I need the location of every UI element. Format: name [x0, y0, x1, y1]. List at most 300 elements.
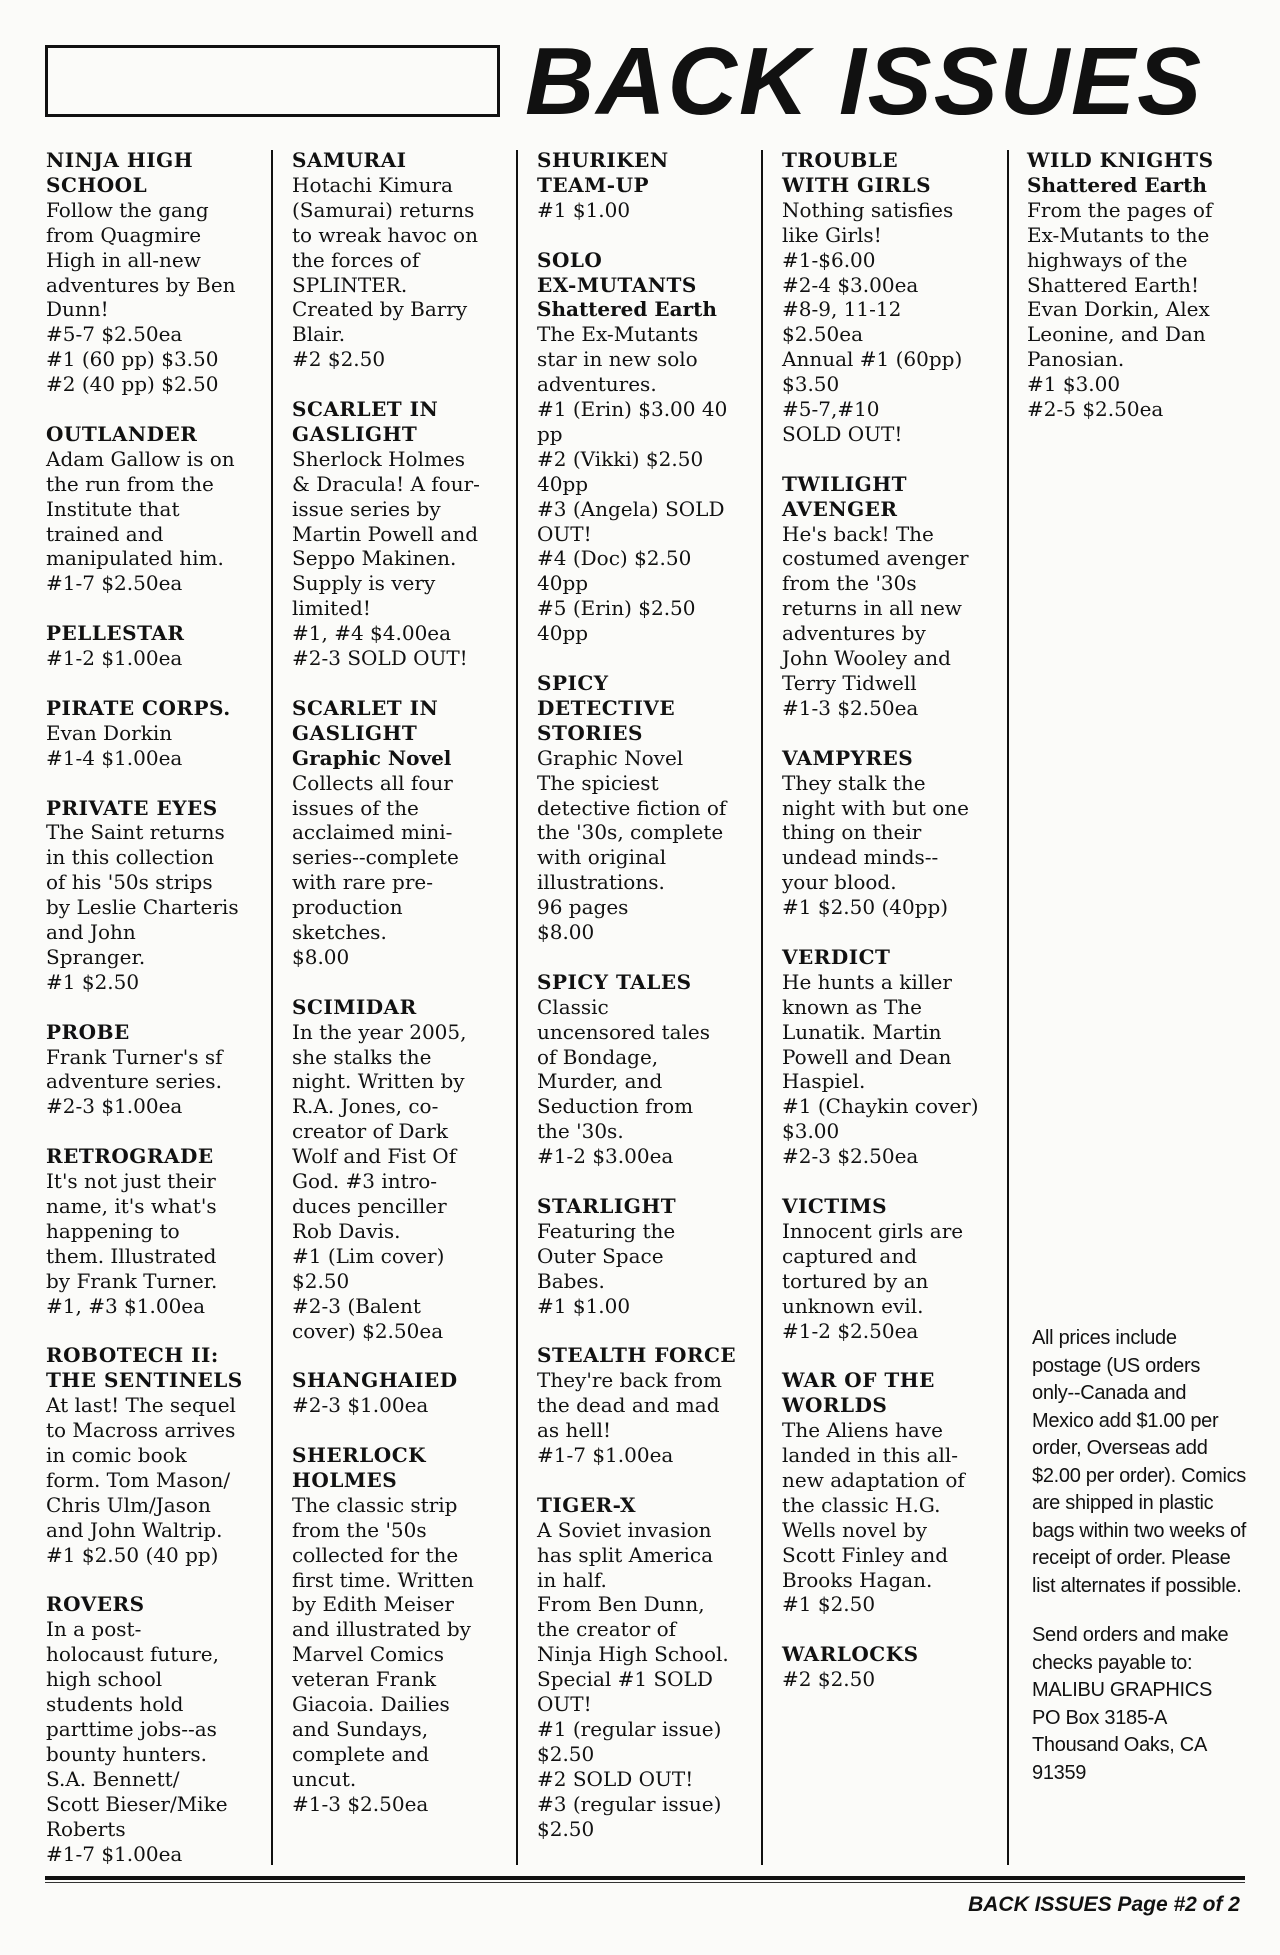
entry-text: limited!	[292, 596, 371, 621]
entry-text: Shattered Earth!	[1027, 272, 1200, 297]
column-5	[1027, 148, 1249, 447]
entry-text: #1-2 $3.00ea	[537, 1144, 674, 1169]
entry-text: Terry Tidwell	[782, 671, 917, 696]
entry-text: high school	[46, 1667, 163, 1692]
entry-title: WAR OF THE	[782, 1368, 935, 1393]
entry-text: the '30s, complete	[537, 820, 724, 845]
entry-text: Roberts	[46, 1816, 126, 1841]
entry-text: $8.00	[292, 944, 350, 969]
entry-text: by Frank Turner.	[46, 1268, 218, 1293]
column-4	[782, 148, 1004, 1717]
entry-text: the classic H.G.	[782, 1492, 941, 1517]
entry-text: issues of the	[292, 795, 419, 820]
entry-title: TWILIGHT	[782, 471, 907, 496]
entry-text: landed in this all-	[782, 1443, 959, 1468]
title-box	[45, 45, 500, 117]
entry-text: #1 $1.00	[537, 1293, 631, 1318]
catalog-entry	[292, 1443, 514, 1817]
entry-text: Scott Bieser/Mike	[46, 1791, 228, 1816]
entry-text: #1-2 $2.50ea	[782, 1318, 919, 1343]
entry-text: #2-3 $2.50ea	[782, 1144, 919, 1169]
entry-text: creator of Dark	[292, 1119, 448, 1144]
entry-title: SOLO	[537, 247, 603, 272]
entry-text: Created by Barry	[292, 297, 468, 322]
entry-text: 40pp	[537, 571, 589, 596]
entry-title: PRIVATE EYES	[46, 795, 218, 820]
entry-text: Panosian.	[1027, 347, 1125, 372]
entry-text: #2 (40 pp) $2.50	[46, 372, 219, 397]
entry-text: #1 (regular issue)	[537, 1717, 722, 1741]
entry-text: $3.00	[782, 1119, 840, 1144]
entry-title: WILD KNIGHTS	[1027, 148, 1214, 172]
entry-text: #2-3 (Balent	[292, 1293, 421, 1318]
entry-text: Graphic Novel	[537, 745, 684, 770]
footer-rule	[45, 1876, 1245, 1880]
entry-text: and Sundays,	[292, 1717, 429, 1742]
entry-text: #1-$6.00	[782, 247, 876, 272]
entry-text: Chris Ulm/Jason	[46, 1492, 211, 1517]
entry-text: and John	[46, 920, 136, 945]
entry-text: Sherlock Holmes	[292, 446, 466, 471]
entry-text: Seduction from	[537, 1094, 694, 1119]
entry-text: night. Written by	[292, 1069, 465, 1094]
company-name: MALIBU GRAPHICS	[1032, 1679, 1212, 1701]
entry-text: to Macross arrives	[46, 1418, 236, 1443]
entry-text: Seppo Makinen.	[292, 546, 457, 571]
entry-text: of his '50s strips	[46, 870, 213, 895]
entry-text: Brooks Hagan.	[782, 1567, 933, 1592]
entry-text: she stalks the	[292, 1044, 432, 1069]
entry-title: SPICY	[537, 671, 609, 695]
entry-text: 40pp	[537, 621, 589, 646]
entry-text: pp	[537, 421, 563, 446]
entry-text: #1-7 $1.00ea	[46, 1841, 183, 1866]
catalog-entry	[46, 1592, 268, 1866]
entry-text: the forces of	[292, 247, 420, 272]
entry-title: SHERLOCK	[292, 1443, 426, 1468]
entry-text: Haspiel.	[782, 1069, 866, 1094]
entry-text: #1 (Erin) $3.00 40	[537, 397, 728, 422]
catalog-entry	[537, 671, 759, 945]
entry-text: adventures.	[537, 372, 657, 397]
entry-title: HOLMES	[292, 1467, 398, 1492]
entry-text: Spranger.	[46, 944, 146, 969]
entry-text: #2 SOLD OUT!	[537, 1766, 694, 1791]
entry-text: with rare pre-	[292, 870, 433, 895]
column-divider	[1007, 150, 1009, 1865]
entry-text: #2 $2.50	[782, 1667, 876, 1692]
entry-text: SOLD OUT!	[782, 421, 903, 446]
entry-text: Evan Dorkin	[46, 720, 173, 745]
entry-text: #2 (Vikki) $2.50	[537, 446, 704, 471]
entry-text: Lunatik. Martin	[782, 1019, 942, 1044]
catalog-entry	[46, 1020, 268, 1120]
entry-text: #8-9, 11-12	[782, 297, 902, 322]
entry-text: first time. Written	[292, 1567, 474, 1592]
entry-text: by Leslie Charteris	[46, 895, 239, 920]
entry-title: VAMPYRES	[782, 745, 914, 770]
entry-text: by Edith Meiser	[292, 1592, 454, 1617]
entry-text: Giacoia. Dailies	[292, 1692, 450, 1717]
entry-text: name, it's what's	[46, 1193, 217, 1218]
footer-rule-thin	[45, 1882, 1245, 1883]
entry-text: Annual #1 (60pp)	[782, 347, 963, 372]
catalog-entry	[46, 1343, 268, 1567]
entry-text: He hunts a killer	[782, 969, 952, 994]
catalog-entry	[46, 621, 268, 671]
entry-title: SCARLET IN	[292, 695, 439, 720]
entry-text: #5 (Erin) $2.50	[537, 596, 696, 621]
entry-text: #2-3 $1.00ea	[292, 1393, 429, 1418]
entry-text: series--complete	[292, 845, 459, 870]
catalog-entry	[1027, 148, 1249, 422]
entry-title: STARLIGHT	[537, 1194, 677, 1218]
entry-text: new adaptation of	[782, 1467, 965, 1492]
entry-text: #1 $2.50 (40pp)	[782, 895, 949, 920]
entry-text: uncut.	[292, 1766, 357, 1791]
entry-subtitle: Shattered Earth	[1027, 172, 1207, 197]
entry-text: duces penciller	[292, 1194, 447, 1219]
entry-text: Classic	[537, 994, 609, 1019]
entry-title: STEALTH FORCE	[537, 1343, 737, 1368]
entry-text: and John Waltrip.	[46, 1517, 223, 1542]
entry-text: undead minds--	[782, 845, 939, 870]
entry-text: From Ben Dunn,	[537, 1592, 705, 1617]
entry-text: He's back! The	[782, 521, 934, 546]
column-3	[537, 148, 759, 1866]
entry-text: #3 (Angela) SOLD	[537, 496, 725, 521]
entry-text: #1 $3.00	[1027, 372, 1121, 397]
entry-text: unknown evil.	[782, 1293, 924, 1318]
entry-text: Follow the gang	[46, 197, 209, 222]
entry-title: WORLDS	[782, 1393, 888, 1418]
entry-title: GASLIGHT	[292, 720, 418, 745]
entry-text: Outer Space	[537, 1243, 664, 1268]
entry-text: happening to	[46, 1218, 180, 1243]
entry-text: #1 (Chaykin cover)	[782, 1094, 979, 1119]
catalog-entry	[46, 696, 268, 771]
entry-text: uncensored tales	[537, 1019, 710, 1044]
entry-text: #1 $2.50	[46, 969, 140, 994]
entry-text: Dunn!	[46, 297, 109, 322]
catalog-entry	[782, 1368, 1004, 1617]
entry-text: highways of the	[1027, 247, 1188, 272]
entry-text: veteran Frank	[292, 1667, 437, 1692]
entry-text: High in all-new	[46, 247, 201, 272]
entry-text: thing on their	[782, 820, 922, 845]
entry-text: acclaimed mini-	[292, 820, 453, 845]
catalog-entry	[292, 397, 514, 671]
entry-text: #5-7,#10	[782, 397, 880, 422]
entry-title: SAMURAI	[292, 148, 407, 172]
entry-text: captured and	[782, 1243, 918, 1268]
entry-text: #1 $2.50	[782, 1592, 876, 1617]
entry-text: #5-7 $2.50ea	[46, 322, 183, 347]
entry-text: manipulated him.	[46, 546, 224, 571]
entry-text: adventure series.	[46, 1069, 222, 1094]
column-1	[46, 148, 268, 1891]
entry-text: #2-4 $3.00ea	[782, 272, 919, 297]
column-divider	[761, 150, 763, 1865]
entry-text: 40pp	[537, 471, 589, 496]
entry-text: #1-3 $2.50ea	[292, 1791, 429, 1816]
entry-text: They're back from	[537, 1368, 722, 1393]
entry-text: Wells novel by	[782, 1517, 928, 1542]
entry-text: At last! The sequel	[46, 1393, 236, 1418]
entry-text: production	[292, 895, 403, 920]
catalog-entry	[537, 1194, 759, 1319]
entry-text: and illustrated by	[292, 1617, 471, 1642]
entry-text: The Saint returns	[46, 820, 225, 845]
entry-text: Frank Turner's sf	[46, 1044, 223, 1069]
entry-title: AVENGER	[782, 496, 898, 521]
entry-text: complete and	[292, 1741, 430, 1766]
entry-text: The Aliens have	[782, 1418, 943, 1443]
prices-note: All prices include postage (US orders only--Canada and Mexico add $1.00 per order, Overseas add $2.00 per order). Comics are shipped in plastic bags within two weeks of receipt of order. Please list alternates if possible.	[1032, 1327, 1247, 1597]
catalog-entry	[782, 1194, 1004, 1343]
entry-text: parttime jobs--as	[46, 1716, 217, 1741]
page-footer: BACK ISSUES Page #2 of 2	[968, 1893, 1240, 1916]
entry-text: The classic strip	[292, 1492, 458, 1517]
entry-text: #1 $1.00	[537, 197, 631, 222]
entry-text: In the year 2005,	[292, 1019, 467, 1044]
entry-text: They stalk the	[782, 770, 926, 795]
entry-title: VERDICT	[782, 944, 891, 969]
po-box: PO Box 3185-A	[1032, 1706, 1168, 1729]
entry-text: Institute that	[46, 496, 180, 521]
entry-text: Supply is very	[292, 571, 436, 596]
catalog-entry	[537, 248, 759, 647]
entry-text: Special #1 SOLD	[537, 1667, 713, 1692]
entry-title: THE SENTINELS	[46, 1368, 243, 1393]
entry-title: ROVERS	[46, 1592, 145, 1617]
catalog-entry	[782, 472, 1004, 721]
entry-title: TEAM-UP	[537, 172, 650, 197]
entry-text: students hold	[46, 1692, 184, 1717]
entry-title: TIGER-X	[537, 1492, 637, 1517]
entry-text: #1 (Lim cover)	[292, 1243, 445, 1268]
entry-text: Ex-Mutants to the	[1027, 222, 1210, 247]
entry-text: in this collection	[46, 845, 214, 870]
entry-text: A Soviet invasion	[537, 1517, 712, 1542]
city: Thousand Oaks, CA	[1032, 1734, 1207, 1756]
entry-text: Ninja High School.	[537, 1642, 729, 1667]
entry-title: PELLESTAR	[46, 621, 185, 646]
entry-text: $2.50	[537, 1741, 595, 1766]
entry-text: OUT!	[537, 521, 592, 546]
entry-title: TROUBLE	[782, 148, 899, 172]
entry-text: like Girls!	[782, 222, 882, 247]
entry-text: the '30s.	[537, 1119, 624, 1144]
entry-text: Rob Davis.	[292, 1218, 401, 1243]
entry-text: from the '50s	[292, 1517, 427, 1542]
entry-text: #2 $2.50	[292, 347, 386, 372]
entry-text: God. #3 intro-	[292, 1169, 438, 1194]
entry-title: PROBE	[46, 1019, 130, 1044]
catalog-entry	[46, 1144, 268, 1318]
entry-text: Adam Gallow is on	[46, 446, 235, 471]
entry-text: bounty hunters.	[46, 1741, 207, 1766]
entry-text: $3.50	[782, 372, 840, 397]
entry-text: returns in all new	[782, 596, 962, 621]
entry-text: #3 (regular issue)	[537, 1791, 722, 1816]
entry-text: Blair.	[292, 322, 346, 347]
entry-title: WARLOCKS	[782, 1642, 919, 1667]
entry-title: SCIMIDAR	[292, 994, 417, 1019]
entry-text: illustrations.	[537, 870, 665, 895]
entry-text: adventures by Ben	[46, 272, 236, 297]
entry-title: WITH GIRLS	[782, 172, 932, 197]
entry-text: of Bondage,	[537, 1044, 659, 1069]
entry-text: from Quagmire	[46, 222, 202, 247]
entry-text: Evan Dorkin, Alex	[1027, 297, 1210, 322]
entry-text: the run from the	[46, 471, 214, 496]
send-orders-note: Send orders and make checks payable to:	[1032, 1624, 1229, 1674]
catalog-entry	[537, 1343, 759, 1468]
entry-text: your blood.	[782, 870, 897, 895]
entry-text: $2.50ea	[782, 322, 864, 347]
catalog-entry	[537, 1493, 759, 1842]
entry-title: SCARLET IN	[292, 397, 439, 422]
entry-text: them. Illustrated	[46, 1243, 217, 1268]
entry-text: with original	[537, 845, 667, 870]
catalog-entry	[292, 696, 514, 970]
entry-text: Nothing satisfies	[782, 197, 954, 222]
entry-text: collected for the	[292, 1542, 459, 1567]
entry-text: (Samurai) returns	[292, 197, 475, 222]
entry-text: Innocent girls are	[782, 1218, 964, 1243]
entry-title: DETECTIVE	[537, 695, 676, 720]
catalog-entry	[782, 1642, 1004, 1692]
entry-text: SPLINTER.	[292, 272, 408, 297]
entry-text: It's not just their	[46, 1169, 216, 1194]
entry-subtitle: Shattered Earth	[537, 297, 717, 322]
entry-title: ROBOTECH II:	[46, 1343, 219, 1368]
entry-text: night with but one	[782, 795, 969, 820]
catalog-entry	[292, 148, 514, 372]
entry-text: adventures by	[782, 621, 926, 646]
entry-title: SCHOOL	[46, 172, 148, 197]
entry-text: OUT!	[537, 1692, 592, 1717]
ordering-info	[1032, 1325, 1247, 1787]
entry-text: tortured by an	[782, 1268, 929, 1293]
column-2	[292, 148, 514, 1842]
entry-text: #2-3 SOLD OUT!	[292, 646, 468, 671]
entry-text: #1 (60 pp) $3.50	[46, 347, 219, 372]
entry-title: VICTIMS	[782, 1194, 888, 1218]
entry-text: The spiciest	[537, 770, 659, 795]
entry-text: has split America	[537, 1542, 714, 1567]
entry-text: #2-3 $1.00ea	[46, 1094, 183, 1119]
entry-text: #4 (Doc) $2.50	[537, 546, 692, 571]
column-divider	[516, 150, 518, 1865]
catalog-entry	[782, 746, 1004, 920]
entry-title: SHURIKEN	[537, 148, 669, 172]
entry-text: Scott Finley and	[782, 1542, 949, 1567]
catalog-entry	[782, 148, 1004, 447]
entry-text: trained and	[46, 521, 164, 546]
catalog-entry	[46, 796, 268, 995]
entry-text: Hotachi Kimura	[292, 172, 453, 197]
catalog-entry	[46, 422, 268, 596]
entry-text: R.A. Jones, co-	[292, 1094, 439, 1119]
entry-text: star in new solo	[537, 347, 698, 372]
column-divider	[271, 150, 273, 1865]
entry-text: detective fiction of	[537, 795, 727, 820]
entry-text: Collects all four	[292, 770, 453, 795]
catalog-entry	[537, 970, 759, 1169]
entry-text: #1 $2.50 (40 pp)	[46, 1542, 219, 1567]
catalog-entry	[292, 995, 514, 1344]
entry-text: #2-5 $2.50ea	[1027, 397, 1164, 422]
entry-text: in half.	[537, 1567, 607, 1592]
entry-text: sketches.	[292, 920, 387, 945]
entry-text: Murder, and	[537, 1069, 663, 1094]
entry-text: Leonine, and Dan	[1027, 322, 1206, 347]
entry-text: as hell!	[537, 1418, 612, 1443]
entry-text: #1, #4 $4.00ea	[292, 621, 452, 646]
entry-title: GASLIGHT	[292, 421, 418, 446]
entry-text: in comic book	[46, 1443, 187, 1468]
entry-text: form. Tom Mason/	[46, 1467, 231, 1492]
entry-text: #1-4 $1.00ea	[46, 745, 183, 770]
entry-text: Babes.	[537, 1268, 605, 1293]
entry-text: the dead and mad	[537, 1393, 720, 1418]
entry-text: From the pages of	[1027, 197, 1213, 222]
entry-text: known as The	[782, 994, 922, 1019]
entry-title: OUTLANDER	[46, 421, 198, 446]
entry-title: PIRATE CORPS.	[46, 695, 231, 720]
entry-text: #1-7 $1.00ea	[537, 1443, 674, 1468]
entry-text: #1, #3 $1.00ea	[46, 1293, 206, 1318]
entry-title: SHANGHAIED	[292, 1368, 458, 1393]
entry-text: Powell and Dean	[782, 1044, 952, 1069]
entry-text: S.A. Bennett/	[46, 1766, 180, 1791]
entry-title: NINJA HIGH	[46, 148, 194, 172]
entry-text: 96 pages	[537, 895, 629, 920]
entry-text: Martin Powell and	[292, 521, 479, 546]
entry-text: Featuring the	[537, 1218, 676, 1243]
entry-text: holocaust future,	[46, 1642, 219, 1667]
entry-text: Marvel Comics	[292, 1642, 445, 1667]
entry-text: #1-3 $2.50ea	[782, 695, 919, 720]
entry-text: the creator of	[537, 1617, 677, 1642]
entry-text: to wreak havoc on	[292, 222, 478, 247]
page-title: BACK ISSUES	[525, 28, 1204, 135]
entry-text: $2.50	[292, 1268, 350, 1293]
entry-text: cover) $2.50ea	[292, 1318, 444, 1343]
zip-code: 91359	[1032, 1761, 1087, 1784]
entry-text: In a post-	[46, 1617, 142, 1642]
entry-title: SPICY TALES	[537, 969, 692, 994]
entry-title: RETROGRADE	[46, 1144, 214, 1169]
entry-title: STORIES	[537, 720, 643, 745]
entry-text: The Ex-Mutants	[537, 322, 699, 347]
entry-text: #1-2 $1.00ea	[46, 646, 183, 671]
catalog-entry	[537, 148, 759, 223]
catalog-entry	[292, 1368, 514, 1418]
entry-text: issue series by	[292, 496, 441, 521]
entry-text: Wolf and Fist Of	[292, 1144, 457, 1169]
entry-title: EX-MUTANTS	[537, 272, 697, 297]
entry-subtitle: Graphic Novel	[292, 745, 452, 770]
entry-text: #1-7 $2.50ea	[46, 571, 183, 596]
entry-text: costumed avenger	[782, 546, 969, 571]
entry-text: $8.00	[537, 920, 595, 945]
catalog-entry	[46, 148, 268, 397]
entry-text: & Dracula! A four-	[292, 471, 480, 496]
entry-text: $2.50	[537, 1816, 595, 1841]
